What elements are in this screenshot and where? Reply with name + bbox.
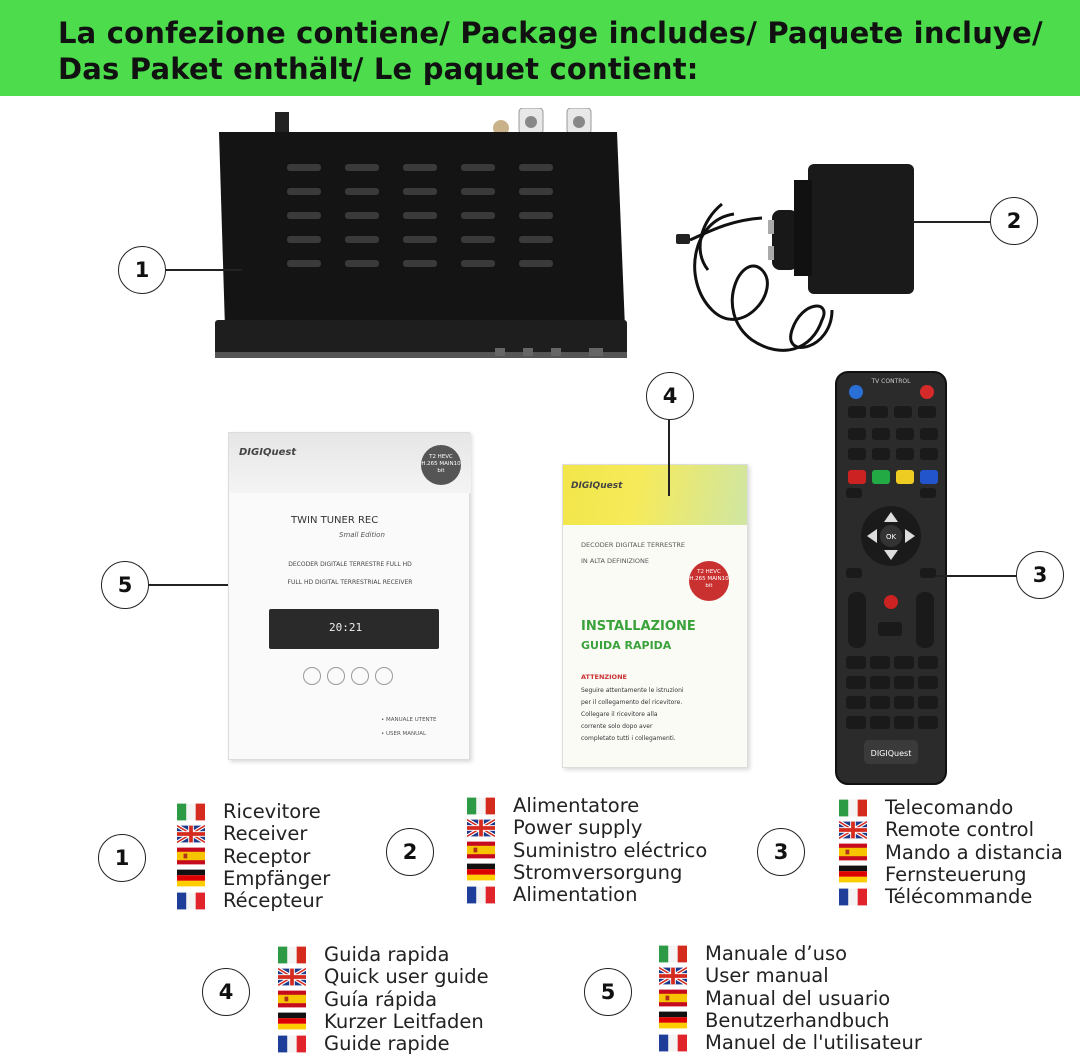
manual-line-1: DECODER DIGITALE TERRESTRE FULL HD xyxy=(288,561,412,568)
legend-label: Guida rapida xyxy=(324,943,450,966)
italy-flag-icon xyxy=(839,799,867,817)
legend-label: Manual del usuario xyxy=(705,986,891,1010)
legend-label: Suministro eléctrico xyxy=(513,838,708,862)
legend-row xyxy=(659,1031,922,1054)
france-flag-icon xyxy=(839,888,867,906)
header-title-line-1: La confezione contiene/ Package includes/ Paquete incluye/ xyxy=(58,16,1043,50)
legend-number-3: 3 xyxy=(757,828,805,876)
legend-label: Stromversorgung xyxy=(513,860,683,884)
legend-number-5: 5 xyxy=(584,968,632,1016)
france-flag-icon xyxy=(177,892,205,910)
legend-label: Receptor xyxy=(223,844,311,868)
france-flag-icon xyxy=(467,886,495,904)
svg-text:OK: OK xyxy=(885,533,897,541)
legend-label: Kurzer Leitfaden xyxy=(324,1009,484,1033)
legend-label: Remote control xyxy=(885,818,1035,842)
callout-circle-5: 5 xyxy=(101,561,149,609)
guide-body-2: per il collegamento del ricevitore. xyxy=(581,699,683,706)
header-title-line-2: Das Paket enthält/ Le paquet contient: xyxy=(58,52,699,86)
remote-brand: DIGIQuest xyxy=(870,749,912,758)
legend-row xyxy=(839,885,1032,908)
italy-flag-icon xyxy=(177,803,205,821)
legend-number-1: 1 xyxy=(98,834,146,882)
manual-title: TWIN TUNER REC xyxy=(291,515,379,526)
spain-flag-icon xyxy=(839,843,867,861)
italy-flag-icon xyxy=(278,946,306,964)
uk-flag-icon xyxy=(839,821,867,839)
power-adapter-icon xyxy=(672,160,920,372)
legend-row xyxy=(278,1032,450,1055)
legend-row xyxy=(659,942,847,965)
legend-row xyxy=(278,943,450,966)
legend-row xyxy=(467,839,707,862)
callout-line-3 xyxy=(936,575,1016,577)
legend-label: Manuale d’uso xyxy=(705,942,848,965)
legend-row xyxy=(467,794,639,817)
guide-line-2: IN ALTA DEFINIZIONE xyxy=(581,557,649,565)
legend-row xyxy=(278,965,489,988)
guide-brand: DIGIQuest xyxy=(571,481,623,491)
manual-brand: DIGIQuest xyxy=(239,447,297,458)
france-flag-icon xyxy=(659,1034,687,1052)
legend-row xyxy=(278,988,437,1011)
spain-flag-icon xyxy=(659,989,687,1007)
legend-label: Ricevitore xyxy=(223,800,321,823)
manual-badge: T2 HEVC H.265 MAIN10 bit xyxy=(421,445,461,485)
manual-display: 20:21 xyxy=(329,621,363,634)
italy-flag-icon xyxy=(467,797,495,815)
france-flag-icon xyxy=(278,1035,306,1053)
callout-line-2 xyxy=(912,221,990,223)
legend-label: Receiver xyxy=(223,822,308,846)
legend-label: Power supply xyxy=(513,816,643,840)
uk-flag-icon xyxy=(278,968,306,986)
guide-body-5: completato tutti i collegamenti. xyxy=(581,735,676,742)
remote-label: TV CONTROL xyxy=(871,378,911,385)
quick-guide-icon xyxy=(562,464,748,768)
legend-row xyxy=(467,883,637,906)
guide-title-2: GUIDA RAPIDA xyxy=(581,639,672,652)
legend-label: Empfänger xyxy=(223,866,331,890)
legend-row xyxy=(467,861,682,884)
legend-label: Mando a distancia xyxy=(885,840,1063,864)
callout-line-4 xyxy=(668,420,670,496)
callout-line-1 xyxy=(166,269,242,271)
legend-row xyxy=(839,818,1034,841)
callout-line-5 xyxy=(148,584,228,586)
receiver-box-icon xyxy=(205,108,635,370)
legend-row xyxy=(839,796,1013,819)
uk-flag-icon xyxy=(177,825,205,843)
manual-bullet-2: • USER MANUAL xyxy=(381,731,427,737)
guide-attention: ATTENZIONE xyxy=(581,673,627,681)
callout-circle-3: 3 xyxy=(1016,551,1064,599)
spain-flag-icon xyxy=(177,847,205,865)
germany-flag-icon xyxy=(839,865,867,883)
legend-row xyxy=(659,964,829,987)
legend-label: Manuel de l'utilisateur xyxy=(705,1031,922,1055)
guide-badge: T2 HEVC H.265 MAIN10 bit xyxy=(689,561,729,601)
legend-label: Alimentation xyxy=(513,883,638,907)
guide-line-1: DECODER DIGITALE TERRESTRE xyxy=(581,541,685,549)
legend-label: Fernsteuerung xyxy=(885,862,1027,886)
legend-label: Guía rápida xyxy=(324,987,438,1011)
legend-row xyxy=(659,987,890,1010)
legend-row xyxy=(177,822,307,845)
germany-flag-icon xyxy=(659,1011,687,1029)
guide-body-1: Seguire attentamente le istruzioni xyxy=(581,687,684,694)
legend-label: Guide rapide xyxy=(324,1032,450,1056)
guide-title-1: INSTALLAZIONE xyxy=(581,619,696,634)
manual-subtitle: Small Edition xyxy=(339,531,385,539)
germany-flag-icon xyxy=(278,1012,306,1030)
legend-number-2: 2 xyxy=(386,828,434,876)
legend-row xyxy=(177,800,321,823)
legend-row xyxy=(467,816,642,839)
germany-flag-icon xyxy=(177,869,205,887)
legend-row xyxy=(177,845,310,868)
spain-flag-icon xyxy=(467,841,495,859)
spain-flag-icon xyxy=(278,990,306,1008)
legend-row xyxy=(177,867,330,890)
legend-row xyxy=(839,863,1026,886)
manual-bullet-1: • MANUALE UTENTE xyxy=(381,717,437,723)
remote-control-icon xyxy=(834,370,948,788)
legend-row xyxy=(278,1010,484,1033)
italy-flag-icon xyxy=(659,945,687,963)
legend-label: User manual xyxy=(705,964,829,988)
user-manual-icon xyxy=(228,432,470,760)
germany-flag-icon xyxy=(467,863,495,881)
manual-line-2: FULL HD DIGITAL TERRESTRIAL RECEIVER xyxy=(287,579,413,586)
legend-label: Quick user guide xyxy=(324,965,489,989)
callout-circle-4: 4 xyxy=(646,372,694,420)
legend-number-4: 4 xyxy=(202,968,250,1016)
callout-circle-1: 1 xyxy=(118,246,166,294)
guide-body-4: corrente solo dopo aver xyxy=(581,723,653,730)
legend-label: Récepteur xyxy=(223,889,323,913)
legend-row xyxy=(839,841,1063,864)
header-banner xyxy=(0,0,1080,96)
legend-label: Télécommande xyxy=(885,885,1033,909)
legend-label: Alimentatore xyxy=(513,794,640,817)
legend-row xyxy=(177,889,323,912)
legend-row xyxy=(659,1009,890,1032)
uk-flag-icon xyxy=(659,967,687,985)
uk-flag-icon xyxy=(467,819,495,837)
legend-label: Benutzerhandbuch xyxy=(705,1008,890,1032)
guide-body-3: Collegare il ricevitore alla xyxy=(581,711,658,718)
callout-circle-2: 2 xyxy=(990,197,1038,245)
legend-label: Telecomando xyxy=(885,796,1014,819)
